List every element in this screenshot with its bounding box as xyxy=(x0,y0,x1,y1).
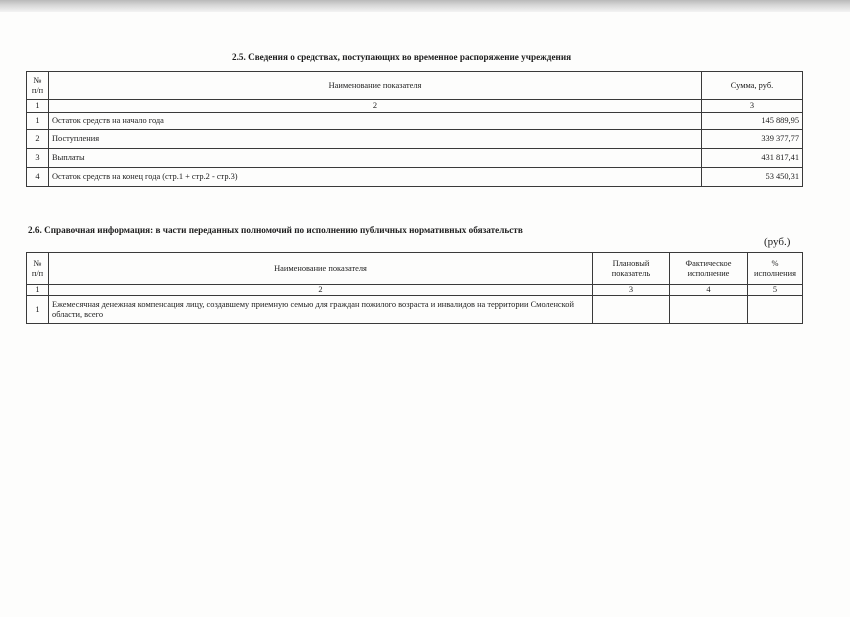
column-number-row xyxy=(27,285,803,296)
row-name: Остаток средств на начало года xyxy=(49,113,702,130)
row-pct xyxy=(748,296,803,324)
row-name: Ежемесячная денежная компенсация лицу, создавшему приемную семью для граждан пожилого возраста и инвалидов на территории Смоленской области, всего xyxy=(49,296,593,324)
header-num: № п/п xyxy=(27,72,49,100)
section-2-5-table xyxy=(26,71,803,187)
table-header-row xyxy=(27,72,803,100)
header-plan: Плановый показатель xyxy=(593,253,670,285)
colnum: 1 xyxy=(27,285,49,296)
row-num: 1 xyxy=(27,296,49,324)
section-2-6-table xyxy=(26,252,803,324)
row-name: Поступления xyxy=(49,130,702,149)
row-num: 1 xyxy=(27,113,49,130)
section-2-5-title: 2.5. Сведения о средствах, поступающих во временное распоряжение учреждения xyxy=(232,52,572,62)
row-name: Остаток средств на конец года (стр.1 + стр.2 - стр.3) xyxy=(49,168,702,187)
header-pct: % исполнения xyxy=(748,253,803,285)
row-plan xyxy=(593,296,670,324)
colnum: 3 xyxy=(702,100,803,113)
table-row xyxy=(27,113,803,130)
table-header-row xyxy=(27,253,803,285)
scan-top-edge xyxy=(0,0,850,12)
row-num: 2 xyxy=(27,130,49,149)
row-num: 4 xyxy=(27,168,49,187)
header-name: Наименование показателя xyxy=(49,72,702,100)
colnum: 3 xyxy=(593,285,670,296)
colnum: 2 xyxy=(49,285,593,296)
row-name: Выплаты xyxy=(49,149,702,168)
row-sum: 431 817,41 xyxy=(702,149,803,168)
units-label: (руб.) xyxy=(764,236,791,248)
header-name: Наименование показателя xyxy=(49,253,593,285)
colnum: 2 xyxy=(49,100,702,113)
table-row xyxy=(27,168,803,187)
table-row xyxy=(27,296,803,324)
row-sum: 339 377,77 xyxy=(702,130,803,149)
row-sum: 145 889,95 xyxy=(702,113,803,130)
row-num: 3 xyxy=(27,149,49,168)
table-row xyxy=(27,130,803,149)
header-fact: Фактическое исполнение xyxy=(670,253,748,285)
table-row xyxy=(27,149,803,168)
row-fact xyxy=(670,296,748,324)
colnum: 1 xyxy=(27,100,49,113)
section-2-6-title: 2.6. Справочная информация: в части переданных полномочий по исполнению публичных нормативных обязательств xyxy=(28,225,523,235)
colnum: 4 xyxy=(670,285,748,296)
header-num: № п/п xyxy=(27,253,49,285)
header-sum: Сумма, руб. xyxy=(702,72,803,100)
column-number-row xyxy=(27,100,803,113)
row-sum: 53 450,31 xyxy=(702,168,803,187)
colnum: 5 xyxy=(748,285,803,296)
